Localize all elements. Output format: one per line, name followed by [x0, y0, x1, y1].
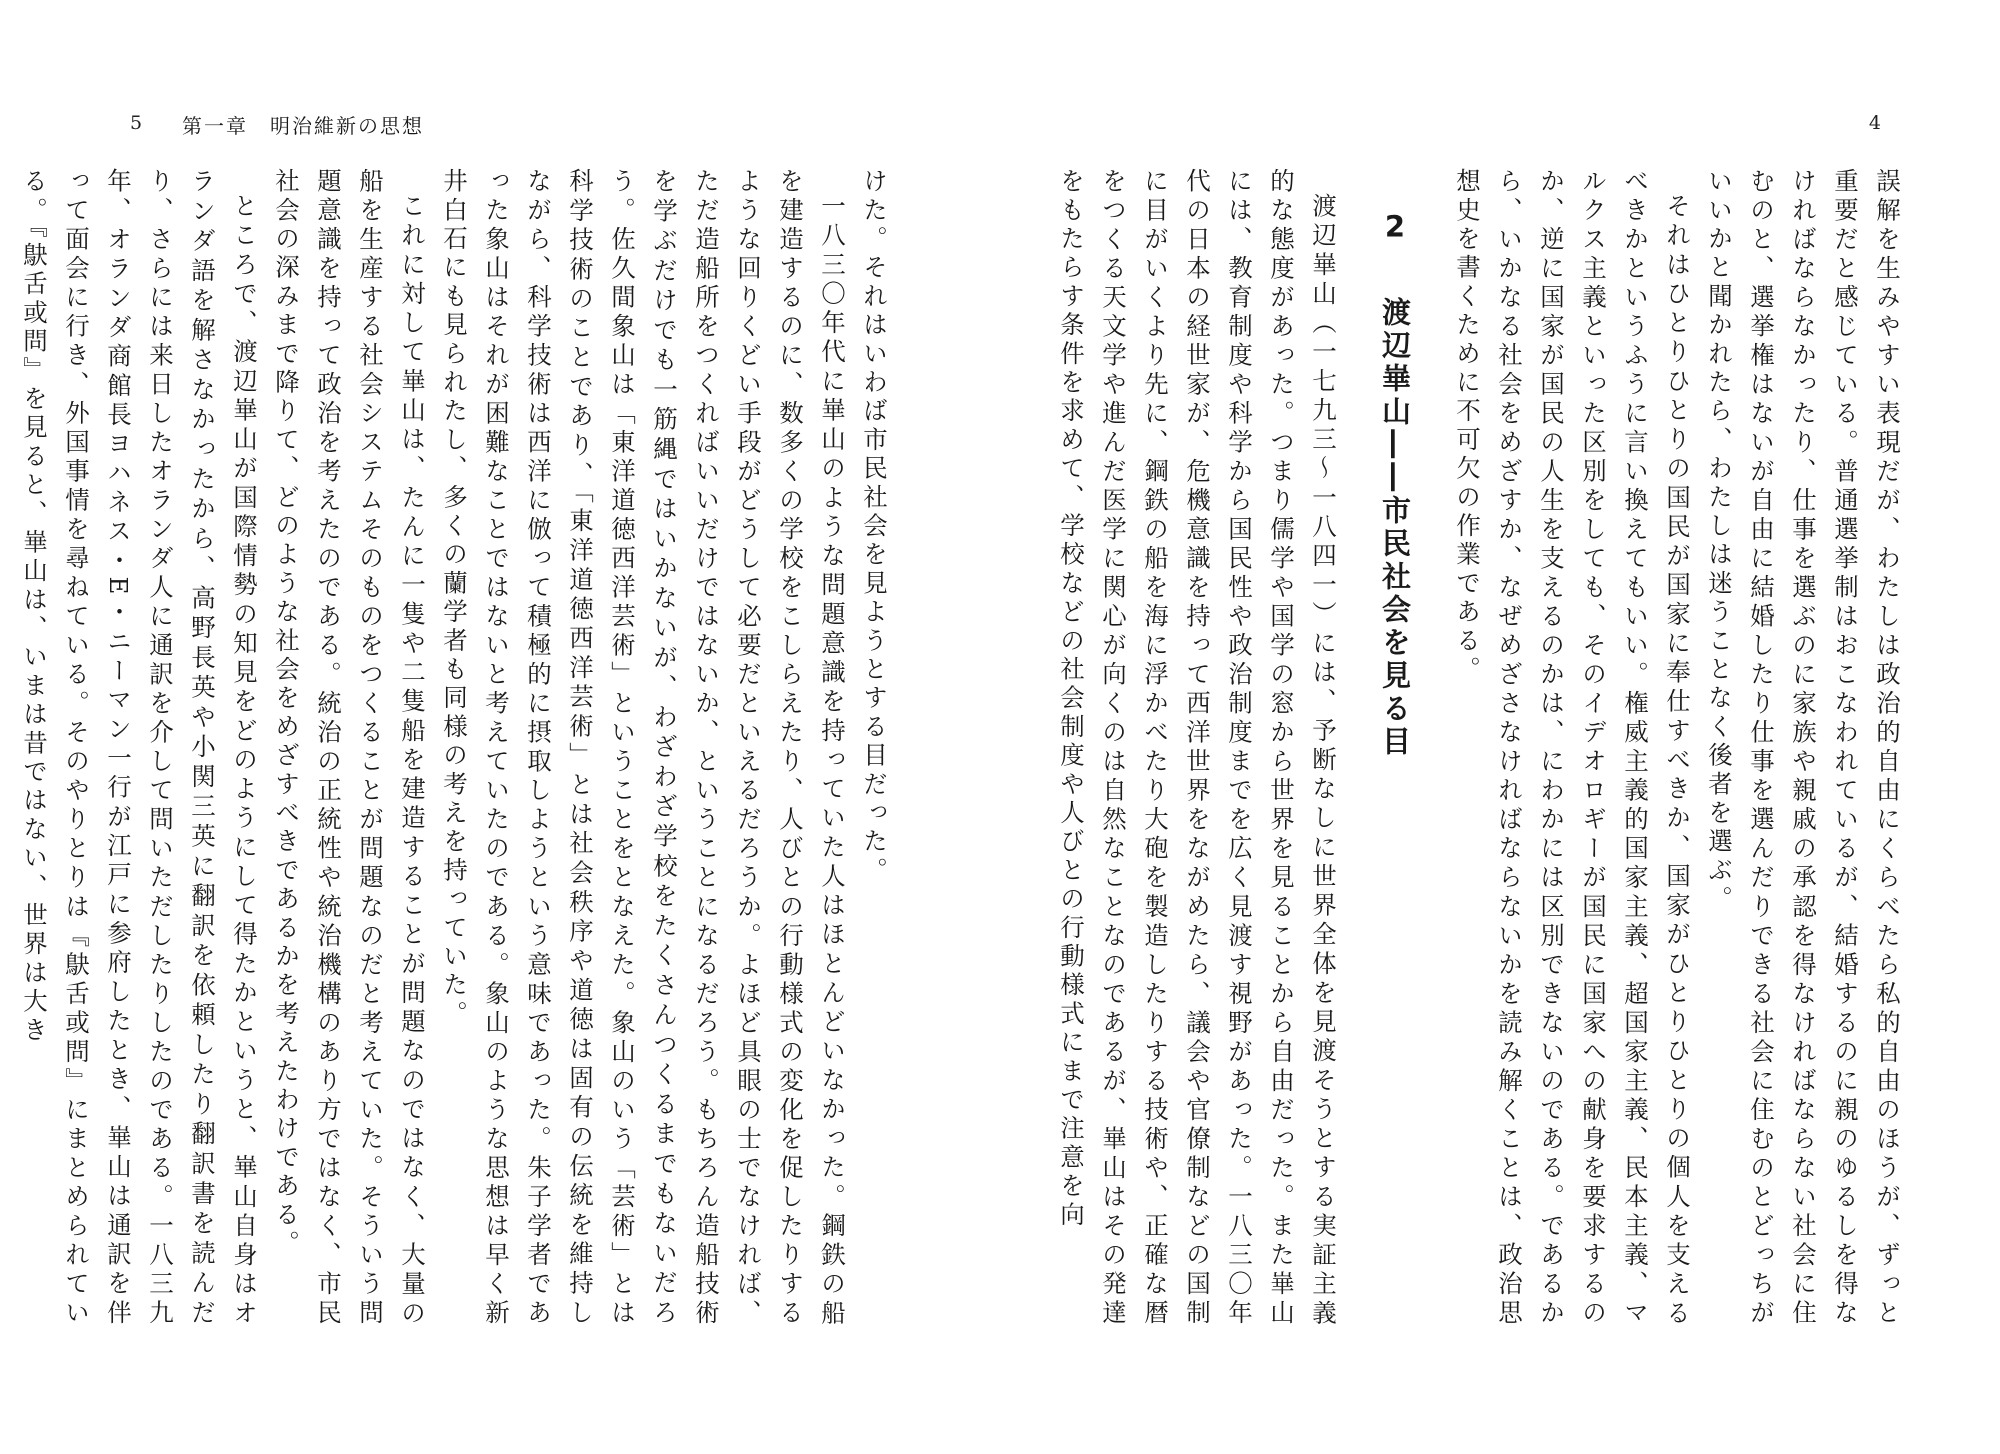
right-page	[1000, 0, 2000, 1454]
section-title: 渡辺崋山――市民社会を見る目	[1378, 296, 1412, 759]
page-number-right: 4	[1868, 112, 1882, 134]
section-heading	[1374, 168, 1416, 1328]
section-number: 2	[1384, 211, 1406, 241]
right-page-text	[1048, 168, 1908, 1328]
paragraph: 渡辺崋山（一七九三～一八四一）には、予断なしに世界全体を見渡そうとする実証主義的な態度があった。つまり儒学や国学の窓から世界を見ることから自由だった。また崋山には、教育制度や科学から国民性や政治制度までを広く見渡す視野があった。一八三〇年代の日本の経世家が、危機意識を持って西洋世界をながめたら、議会や官僚制などの国制に目がいくより先に、鋼鉄の船を海に浮かべたり大砲を製造したりする技術や、正確な暦をつくる天文学や進んだ医学に関心が向くのは自然なことなのであるが、崋山はその発達をもたらす条件を求めて、学校などの社会制度や人びとの行動様式にまで注意を向	[1057, 168, 1338, 1328]
paragraph: ところで、渡辺崋山が国際情勢の知見をどのようにして得たかというと、崋山自身はオランダ語を解さなかったから、高野長英や小関三英に翻訳を依頼したり翻訳書を読んだり、さらには来日したオランダ人に通訳を介して問いただしたりしたのである。一八三九年、オランダ商館長ヨハネス・E・ニーマン一行が江戸に参府したとき、崋山は通訳を伴って面会に行き、外国事情を尋ねている。そのやりとりは『鴃舌或問』にまとめられている。『鴃舌或問』を見ると、崋山は、いまは昔ではない、世界は大き	[20, 168, 259, 1328]
paragraph: けた。それはいわば市民社会を見ようとする目だった。	[860, 168, 889, 886]
paragraph: 誤解を生みやすい表現だが、わたしは政治的自由にくらべたら私的自由のほうが、ずっと重要だと感じている。普通選挙制はおこなわれているが、結婚するのに親のゆるしを得なければならなかったり、仕事を選ぶのに家族や親戚の承認を得なければならない社会に住むのと、選挙権はないが自由に結婚したり仕事を選んだりできる社会に住むのとどっちがいいかと聞かれたら、わたしは迷うことなく後者を選ぶ。	[1705, 168, 1902, 1328]
page-number-left: 5	[130, 112, 144, 134]
paragraph: これに対して崋山は、たんに一隻や二隻船を建造することが問題なのではなく、大量の船を生産する社会システムそのものをつくることが問題なのだと考えていた。そういう問題意識を持って政治を考えたのである。統治の正統性や統治機構のあり方ではなく、市民社会の深みまで降りて、どのような社会をめざすべきであるかを考えたわけである。	[272, 168, 427, 1328]
paragraph: それはひとりひとりの国民が国家に奉仕すべきか、国家がひとりひとりの個人を支えるべきかというふうに言い換えてもいい。権威主義的国家主義、超国家主義、民本主義、マルクス主義といった区別をしても、そのイデオロギーが国民に国家への献身を要求するのか、逆に国家が国民の人生を支えるのかは、にわかには区別できないのである。であるから、いかなる社会をめざすか、なぜめざさなければならないかを読み解くことは、政治思想史を書くために不可欠の作業である。	[1453, 168, 1692, 1329]
paragraph: 一八三〇年代に崋山のような問題意識を持っていた人はほとんどいなかった。鋼鉄の船を建造するのに、数多くの学校をこしらえたり、人びとの行動様式の変化を促したりするような回りくどい手段がどうして必要だといえるだろうか。よほど具眼の士でなければ、ただ造船所をつくればいいだけではないか、ということになるだろう。もちろん造船技術を学ぶだけでも一筋縄ではいかないが、わざわざ学校をたくさんつくるまでもないだろう。佐久間象山は「東洋道徳西洋芸術」ということをとなえた。象山のいう「芸術」とは科学技術のことであり、「東洋道徳西洋芸術」とは社会秩序や道徳は固有の伝統を維持しながら、科学技術は西洋に倣って積極的に摂取しようという意味であった。朱子学者であった象山はそれが困難なことではないと考えていたのである。象山のような思想は早く新井白石にも見られたし、多くの蘭学者も同様の考えを持っていた。	[440, 168, 847, 1328]
left-page-text	[20, 168, 895, 1328]
running-head: 第一章 明治維新の思想	[182, 114, 424, 138]
